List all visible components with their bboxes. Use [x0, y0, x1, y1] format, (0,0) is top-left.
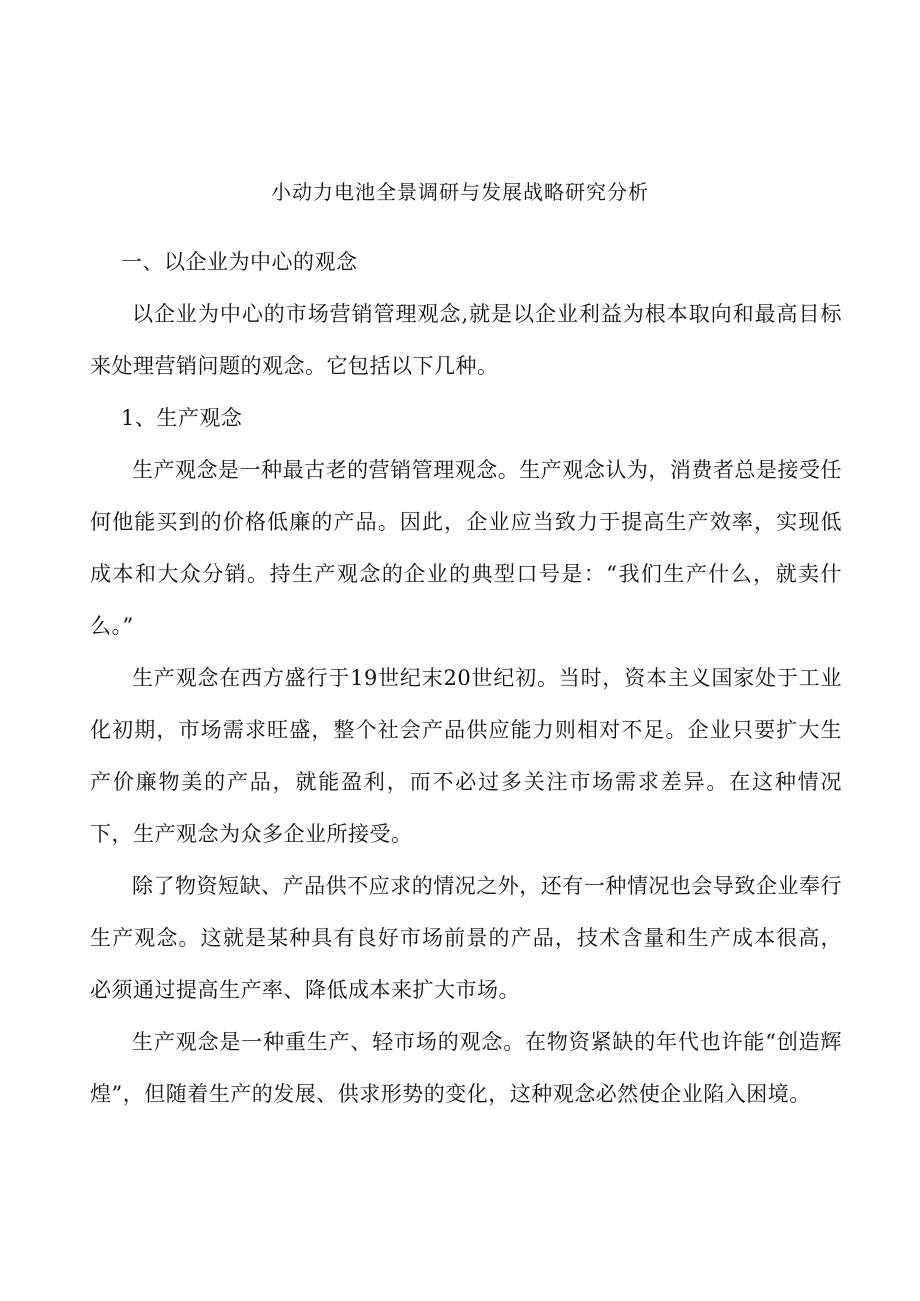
paragraph: 生产观念是一种最古老的营销管理观念。生产观念认为，消费者总是接受任何他能买到的价格低廉的产品。因此，企业应当致力于提高生产效率，实现低成本和大众分销。持生产观念的企业的典型口号是：“我们生产什么，就卖什么。” — [90, 458, 842, 638]
paragraph: 生产观念是一种重生产、轻市场的观念。在物资紧缺的年代也许能“创造辉煌”，但随着生产的发展、供求形势的变化，这种观念必然使企业陷入困境。 — [90, 1030, 842, 1106]
document-title: 小动力电池全景调研与发展战略研究分析 — [271, 180, 649, 204]
subsection-heading: 1、生产观念 — [121, 406, 243, 430]
section-heading: 一、以企业为中心的观念 — [121, 250, 358, 274]
paragraph: 生产观念在西方盛行于19世纪末20世纪初。当时，资本主义国家处于工业化初期，市场需求旺盛，整个社会产品供应能力则相对不足。企业只要扩大生产价廉物美的产品，就能盈利，而不必过多关注市场需求差异。在这种情况下，生产观念为众多企业所接受。 — [90, 666, 842, 846]
paragraph: 除了物资短缺、产品供不应求的情况之外，还有一种情况也会导致企业奉行生产观念。这就是某种具有良好市场前景的产品，技术含量和生产成本很高，必须通过提高生产率、降低成本来扩大市场。 — [90, 874, 842, 1002]
paragraph: 以企业为中心的市场营销管理观念,就是以企业利益为根本取向和最高目标来处理营销问题的观念。它包括以下几种。 — [90, 302, 842, 378]
document-body — [90, 236, 842, 1120]
